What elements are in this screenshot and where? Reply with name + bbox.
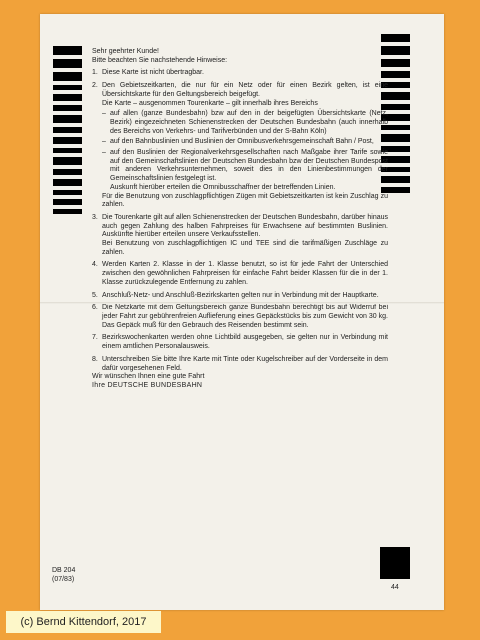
dash-entry: – auf den Buslinien der Regionalverkehrsgesellschaften nach Maßgabe ihrer Tarife sowie auf den Gemeinschaftslinien der Deutschen Bundesbahn bzw der Deutschen Bundespost mit anderen Verkehrsunternehmen, soweit dies in den Linienbestimmungen der Gemeinschaftslinien festgelegt ist. (102, 149, 388, 183)
form-date: (07/83) (52, 576, 75, 583)
mark-bar (53, 199, 82, 205)
signature-line: Ihre DEUTSCHE BUNDESBAHN (92, 381, 203, 389)
intro-line: Bitte beachten Sie nachstehende Hinweise: (92, 56, 228, 64)
mark-bar (53, 127, 82, 133)
item-number: 6. (92, 304, 98, 312)
dash-text: auf allen (ganze Bundesbahn) bzw auf den in der beigefügten Übersichtskarte (Netz, Bezirk) eingezeichneten Schienenstrecken der Deutschen Bundesbahn (auch innerhalb des Bereichs von Verkehrs- und Tarifverbünden und der S-Bahn Köln) (110, 110, 388, 135)
item-paragraph: Den Gebietszeitkarten, die nur für ein Netz oder für einen Bezirk gelten, ist eine Übersichtskarte für den Geltungsbereich beigefügt. (102, 82, 388, 98)
copyright-credit: (c) Bernd Kittendorf, 2017 (6, 611, 161, 633)
notice-text (92, 48, 388, 391)
salutation: Sehr geehrter Kunde! (92, 48, 159, 55)
notice-item-8 (92, 356, 388, 373)
mark-bar (53, 59, 82, 68)
notice-item-1 (92, 69, 388, 78)
mark-bar (53, 190, 82, 195)
mark-bar (53, 115, 82, 123)
item-paragraph: Die Tourenkarte gilt auf allen Schienenstrecken der Deutschen Bundesbahn, darüber hinaus auch gegen Zahlung des halben Fahrpreises für Erwachsene auf bestimmten Buslinien. Auskünfte hierüber erteilen unsere Verkaufsstellen. (102, 213, 388, 239)
mark-bar (53, 46, 82, 55)
form-code-number: DB 204 (52, 567, 76, 574)
item-number: 3. (92, 213, 98, 221)
corner-mark-block (380, 547, 410, 579)
mark-bar (381, 34, 410, 42)
item-text: Werden Karten 2. Klasse in der 1. Klasse benutzt, so ist für jede Fahrt der Unterschied zwischen den gewöhnlichen Fahrpreisen für einfache Fahrt beider Klassen für die in der 1. Klasse zurückzulegende Entfernung zu zahlen. (102, 261, 388, 286)
notice-item-6 (92, 304, 388, 330)
mark-bar (53, 105, 82, 111)
item-text: Bezirkswochenkarten werden ohne Lichtbild ausgegeben, sie gelten nur in Verbindung mit einem amtlichen Personalausweis. (102, 334, 388, 351)
mark-bar (53, 179, 82, 186)
form-code (52, 566, 75, 584)
item-text: Unterschreiben Sie bitte Ihre Karte mit Tinte oder Kugelschreiber auf der Vorderseite in dem dafür vorgesehenen Feld. (102, 355, 388, 372)
item-number: 8. (92, 355, 98, 363)
notice-item-7 (92, 334, 388, 351)
notice-item-5 (92, 292, 388, 301)
dash-text: auf den Buslinien der Regionalverkehrsgesellschaften nach Maßgabe ihrer Tarife sowie auf den Gemeinschaftslinien der Deutschen Bundesbahn bzw der Deutschen Bundespost mit anderen Verkehrsunternehmen, soweit dies in den Linienbestimmungen der Gemeinschaftslinien festgelegt ist. (110, 149, 388, 183)
item-text: Anschluß-Netz- und Anschluß-Bezirkskarten gelten nur in Verbindung mit der Hauptkarte. (102, 291, 379, 299)
item-paragraph: Bei Benutzung von zuschlagpflichtigen IC und TEE sind die tarifmäßigen Zuschläge zu zahlen. (102, 240, 388, 256)
dash-entry: – auf allen (ganze Bundesbahn) bzw auf den in der beigefügten Übersichtskarte (Netz, Bezirk) eingezeichneten Schienenstrecken der Deutschen Bundesbahn (auch innerhalb des Bereichs von Verkehrs- und Tarifverbünden und der S-Bahn Köln) (102, 110, 388, 135)
mark-bar (53, 94, 82, 101)
mark-bar (53, 137, 82, 144)
notice-item-4 (92, 261, 388, 287)
dash-entry: – auf den Bahnbuslinien und Buslinien der Omnibusverkehrsgemeinschaft Bahn / Post, (102, 138, 374, 146)
item-text: Die Netzkarte mit dem Geltungsbereich ganze Bundesbahn berechtigt bis auf Widerruf bei jeder Fahrt zur gebührenfreien Auflieferung eines Gepäckstücks bis zum Gewicht von 30 kg. Das Gepäck muß für den Gebrauch des Reisenden bestimmt sein. (102, 304, 388, 329)
item-number: 4. (92, 261, 98, 269)
mark-bar (53, 169, 82, 175)
mark-bar (53, 72, 82, 81)
notice-item-2 (92, 82, 388, 210)
mark-bar (53, 148, 82, 153)
item-text: Diese Karte ist nicht übertragbar. (102, 69, 204, 77)
item-number: 7. (92, 334, 98, 342)
item-number: 1. (92, 69, 98, 77)
page-number: 44 (391, 584, 399, 591)
closing-line: Wir wünschen Ihnen eine gute Fahrt (92, 373, 205, 381)
notice-item-3 (92, 214, 388, 258)
mark-bar (53, 85, 82, 90)
mark-bar (53, 157, 82, 165)
item-number: 5. (92, 291, 98, 299)
ticket-info-sheet (40, 14, 444, 610)
item-paragraph: Auskunft hierüber erteilen die Omnibusschaffner der betreffenden Linien. (110, 183, 336, 191)
dash-text: auf den Bahnbuslinien und Buslinien der Omnibusverkehrsgemeinschaft Bahn / Post, (110, 138, 374, 146)
item-paragraph: Die Karte – ausgenommen Tourenkarte – gilt innerhalb ihres Bereichs (102, 99, 318, 107)
left-barcode-marks (53, 46, 82, 218)
item-paragraph: Für die Benutzung von zuschlagpflichtigen Zügen mit Gebietszeitkarten ist kein Zuschlag zu zahlen. (102, 192, 388, 209)
item-number: 2. (92, 82, 98, 90)
mark-bar (53, 209, 82, 214)
